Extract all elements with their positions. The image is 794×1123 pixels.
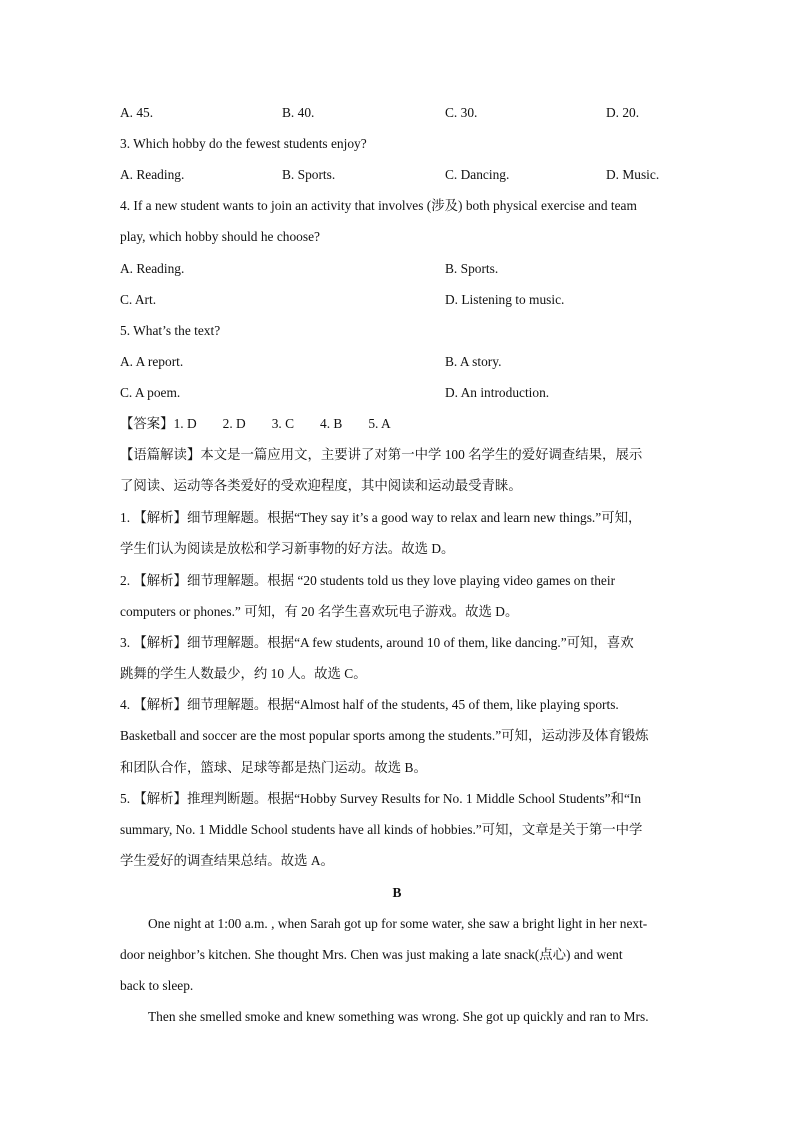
answer-item: 5. A (368, 416, 391, 431)
analysis-3-line2: 跳舞的学生人数最少，约 10 人。故选 C。 (120, 666, 367, 681)
answer-item: 1. D (173, 416, 197, 431)
q3-stem: 3. Which hobby do the fewest students enjoy? (120, 136, 367, 151)
answer-item: 4. B (320, 416, 343, 431)
q5-option-b: B. A story. (445, 354, 502, 369)
q4-option-a: A. Reading. (120, 261, 185, 276)
analysis-1-line1: 1. 【解析】细节理解题。根据“They say it’s a good way to relax and learn new things.”可知， (120, 510, 642, 525)
q2-option-a: A. 45. (120, 105, 154, 120)
analysis-4-line1: 4. 【解析】细节理解题。根据“Almost half of the students, 45 of them, like playing sports. (120, 697, 619, 712)
answer-key (120, 415, 417, 433)
analysis-5-line2: summary, No. 1 Middle School students have all kinds of hobbies.”可知，文章是关于第一中学 (120, 822, 643, 837)
q4-stem-line1: 4. If a new student wants to join an activity that involves (涉及) both physical exercise and team (120, 198, 637, 213)
q4-option-c: C. Art. (120, 292, 157, 307)
q4-stem-line2: play, which hobby should he choose? (120, 229, 320, 244)
q3-option-c: C. Dancing. (445, 167, 510, 182)
analysis-2-line1: 2. 【解析】细节理解题。根据 “20 students told us they love playing video games on their (120, 573, 616, 588)
analysis-5-line3: 学生爱好的调查结果总结。故选 A。 (120, 853, 334, 868)
q2-option-c: C. 30. (445, 105, 478, 120)
analysis-1-line2: 学生们认为阅读是放松和学习新事物的好方法。故选 D。 (120, 541, 455, 556)
passage-b-p2-line1: Then she smelled smoke and knew something was wrong. She got up quickly and ran to Mrs. (148, 1009, 649, 1024)
passage-b-p1-line2: door neighbor’s kitchen. She thought Mrs. Chen was just making a late snack(点心) and went (120, 947, 623, 962)
interpretation-line2: 了阅读、运动等各类爱好的受欢迎程度，其中阅读和运动最受青睐。 (120, 478, 522, 493)
q2-option-b: B. 40. (282, 105, 315, 120)
answer-item: 2. D (222, 416, 246, 431)
q3-option-b: B. Sports. (282, 167, 336, 182)
q5-option-d: D. An introduction. (445, 385, 550, 400)
passage-b-p1-line3: back to sleep. (120, 978, 194, 993)
q3-option-a: A. Reading. (120, 167, 185, 182)
q5-option-a: A. A report. (120, 354, 184, 369)
q4-option-b: B. Sports. (445, 261, 499, 276)
q2-option-d: D. 20. (606, 105, 640, 120)
q3-option-d: D. Music. (606, 167, 660, 182)
analysis-3-line1: 3. 【解析】细节理解题。根据“A few students, around 10 of them, like dancing.”可知，喜欢 (120, 635, 634, 650)
q4-option-d: D. Listening to music. (445, 292, 565, 307)
analysis-5-line1: 5. 【解析】推理判断题。根据“Hobby Survey Results for No. 1 Middle School Students”和“In (120, 791, 642, 806)
analysis-4-line3: 和团队合作，篮球、足球等都是热门运动。故选 B。 (120, 760, 427, 775)
answer-item: 3. C (271, 416, 295, 431)
interpretation-line1: 【语篇解读】本文是一篇应用文，主要讲了对第一中学 100 名学生的爱好调查结果，展示 (120, 447, 643, 462)
answer-label: 【答案】 (120, 416, 174, 431)
analysis-2-line2: computers or phones.” 可知，有 20 名学生喜欢玩电子游戏。故选 D。 (120, 604, 519, 619)
passage-b-p1-line1: One night at 1:00 a.m. , when Sarah got up for some water, she saw a bright light in her next- (148, 916, 648, 931)
q5-stem: 5. What’s the text? (120, 323, 221, 338)
analysis-4-line2: Basketball and soccer are the most popular sports among the students.”可知，运动涉及体育锻炼 (120, 728, 649, 743)
section-b-heading: B (392, 885, 402, 900)
q5-option-c: C. A poem. (120, 385, 181, 400)
